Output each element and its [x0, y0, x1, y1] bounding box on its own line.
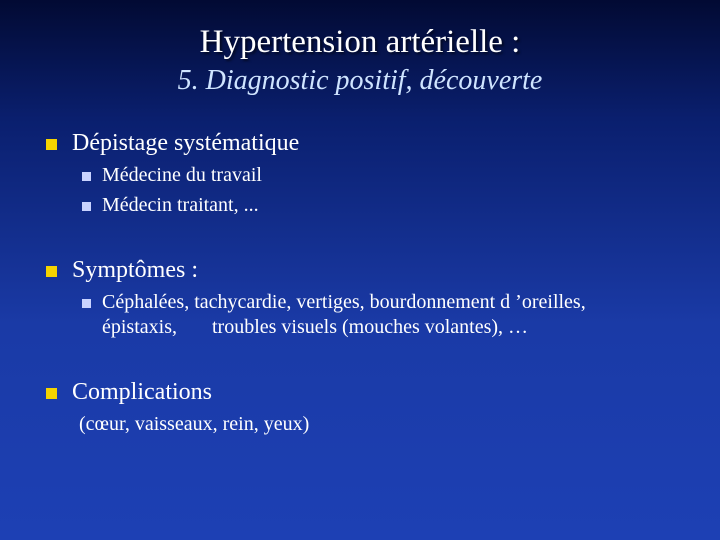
square-bullet-icon: [46, 388, 57, 399]
bullet-text: Complications: [72, 379, 212, 405]
slide-title: Hypertension artérielle :: [199, 24, 521, 60]
bullet-depistage: [44, 128, 694, 158]
bullet-list: [44, 128, 694, 437]
square-bullet-icon: [82, 202, 91, 211]
sub-bullet-medecine-travail: [44, 163, 694, 188]
sub-bullet-medecin-traitant: [44, 193, 694, 218]
title-block: [0, 22, 720, 99]
symptom-line-1: Céphalées, tachycardie, vertiges, bourdonnement d ’oreilles,: [102, 291, 586, 313]
square-bullet-icon: [82, 299, 91, 308]
bullet-text: Dépistage systématique: [72, 130, 300, 156]
symptom-line-2: épistaxis, troubles visuels (mouches volantes), …: [102, 316, 529, 338]
bullet-complications: [44, 377, 694, 407]
sub-bullet-symptom-list: [44, 290, 694, 340]
bullet-text: Symptômes :: [72, 257, 199, 283]
sub-bullet-text: Médecine du travail: [102, 164, 262, 186]
bullet-symptomes: [44, 255, 694, 285]
slide-subtitle: 5. Diagnostic positif, découverte: [177, 65, 543, 96]
sub-bullet-text: Médecin traitant, ...: [102, 194, 259, 216]
complications-note: (cœur, vaisseaux, rein, yeux): [79, 413, 310, 435]
square-bullet-icon: [82, 172, 91, 181]
square-bullet-icon: [46, 266, 57, 277]
square-bullet-icon: [46, 139, 57, 150]
